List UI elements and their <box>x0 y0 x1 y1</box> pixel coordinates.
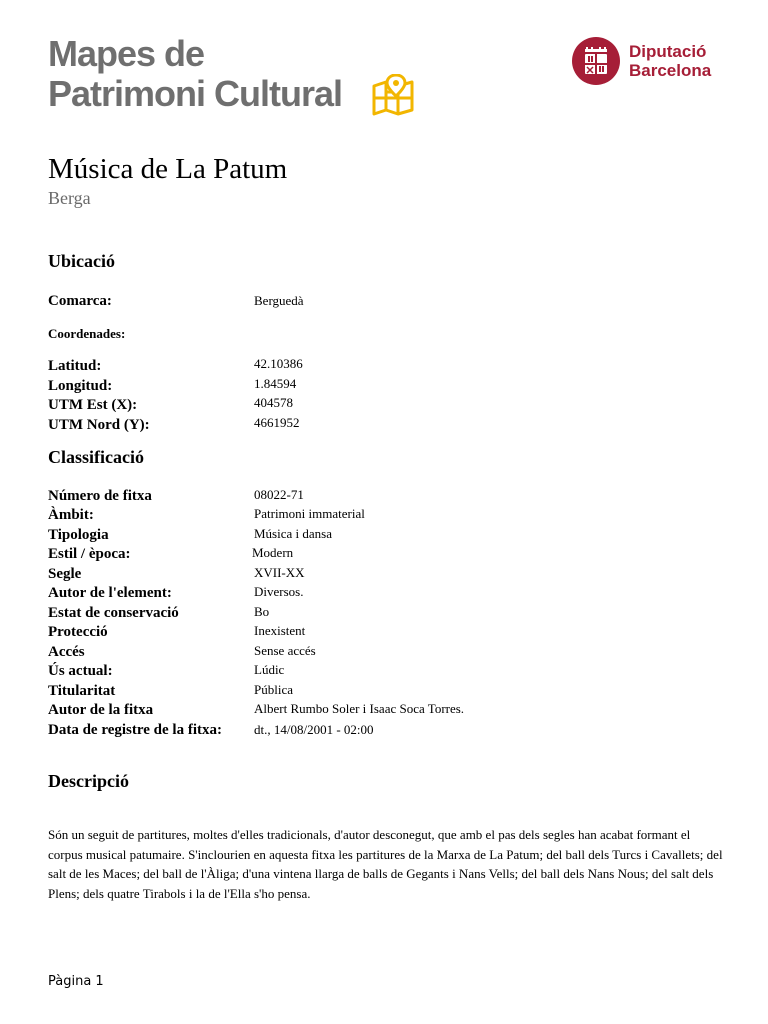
coord-label: UTM Nord (Y): <box>48 417 150 433</box>
field-label: Ús actual: <box>48 663 113 679</box>
coord-value: 4661952 <box>254 415 300 430</box>
coord-label: Longitud: <box>48 378 113 394</box>
field-label: Tipologia <box>48 527 109 543</box>
comarca-value: Berguedà <box>254 293 304 308</box>
coord-value: 1.84594 <box>254 376 297 391</box>
page-subtitle: Berga <box>48 188 91 208</box>
coord-label: Latitud: <box>48 358 102 374</box>
header <box>0 0 768 130</box>
classificacio-heading: Classificació <box>48 447 144 467</box>
field-value: Sense accés <box>254 643 316 658</box>
field-label: Número de fitxa <box>48 488 152 504</box>
diputacio-seal-icon <box>572 37 620 85</box>
field-value: Pública <box>254 682 293 697</box>
field-value: dt., 14/08/2001 - 02:00 <box>254 722 374 737</box>
field-label: Autor de l'element: <box>48 585 172 601</box>
ubicacio-heading: Ubicació <box>48 251 115 271</box>
field-label: Estat de conservació <box>48 605 179 621</box>
coord-value: 404578 <box>254 395 293 410</box>
field-value: 08022-71 <box>254 487 304 502</box>
descripcio-heading: Descripció <box>48 771 129 791</box>
field-label: Accés <box>48 644 85 660</box>
brand-line-2: Patrimoni Cultural <box>48 73 343 114</box>
coordenades-label: Coordenades: <box>48 326 126 341</box>
field-value: Modern <box>252 545 294 560</box>
field-label: Estil / època: <box>48 546 131 562</box>
field-label: Segle <box>48 566 82 582</box>
field-value: Diversos. <box>254 584 304 599</box>
diputacio-line-2: Barcelona <box>629 61 712 80</box>
brand-title <box>48 34 342 114</box>
field-value: Inexistent <box>254 623 306 638</box>
field-value: Albert Rumbo Soler i Isaac Soca Torres. <box>254 701 465 716</box>
descripcio-text: Són un seguit de partitures, moltes d'elles tradicionals, d'autor desconegut, que amb el pas dels segles han acabat formant el corpus musical patumaire. S'inclourien en aquesta fitxa les partitures de la Marxa de La Patum; del ball dels Turcs i Cavallets; del salt de les Maces; del ball de l'Àliga; d'una vintena llarga de balls de Gegants i Nans Vells; del ball dels Nans Nous; del salt dels Plens; dels quatre Tirabols i la de l'Ella s'ho pensa. <box>48 827 723 901</box>
coord-value: 42.10386 <box>254 356 303 371</box>
brand-line-1: Mapes de <box>48 33 205 74</box>
field-value: Patrimoni immaterial <box>254 506 365 521</box>
field-label: Titularitat <box>48 683 116 699</box>
comarca-label: Comarca: <box>48 293 112 309</box>
field-value: Lúdic <box>254 662 285 677</box>
diputacio-name <box>629 42 711 80</box>
field-value: Bo <box>254 604 270 619</box>
map-pin-icon <box>372 74 420 116</box>
page-title: Música de La Patum <box>48 153 288 185</box>
diputacio-logo <box>572 37 732 87</box>
field-label: Protecció <box>48 624 108 640</box>
page-number: Pàgina 1 <box>48 974 104 989</box>
field-value: Música i dansa <box>254 526 332 541</box>
field-value: XVII-XX <box>254 565 305 580</box>
field-label: Àmbit: <box>48 507 94 523</box>
coord-label: UTM Est (X): <box>48 397 138 413</box>
field-label: Data de registre de la fitxa: <box>48 722 222 738</box>
diputacio-line-1: Diputació <box>629 42 707 61</box>
field-label: Autor de la fitxa <box>48 702 154 718</box>
